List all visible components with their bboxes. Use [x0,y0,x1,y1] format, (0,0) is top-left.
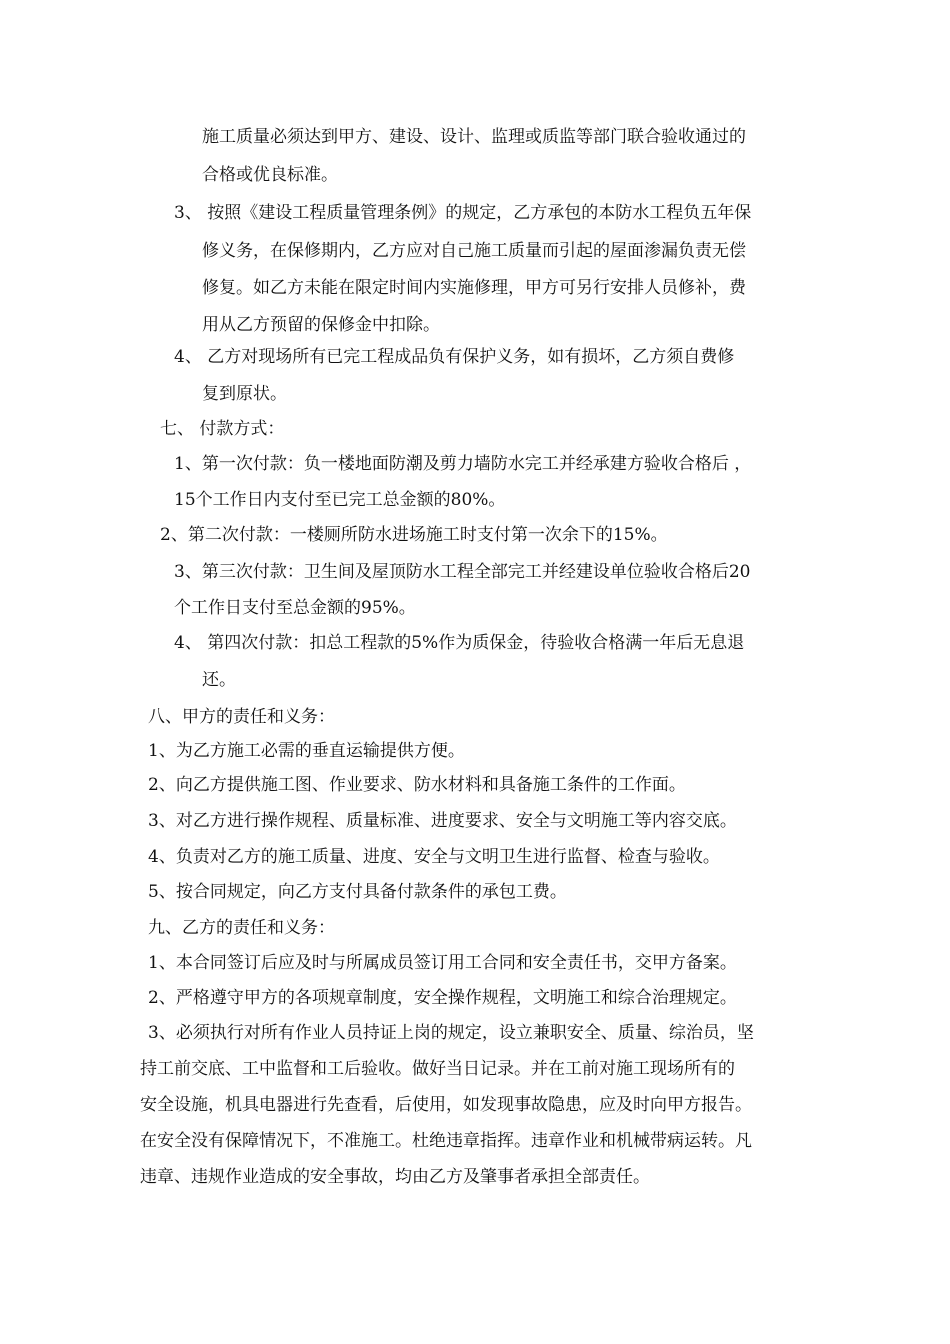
text-line: 还。 [202,670,236,690]
text-line: 4、 第四次付款：扣总工程款的5%作为质保金，待验收合格满一年后无息退 [174,633,745,653]
text-line: 1、第一次付款：负一楼地面防潮及剪力墙防水完工并经承建方验收合格后 ， [174,454,752,474]
text-line: 15个工作日内支付至已完工总金额的80%。 [174,490,506,510]
text-line: 违章、违规作业造成的安全事故，均由乙方及肇事者承担全部责任。 [140,1167,650,1187]
text-line: 1、本合同签订后应及时与所属成员签订用工合同和安全责任书，交甲方备案。 [148,953,737,973]
text-line: 个工作日支付至总金额的95%。 [174,598,416,618]
text-line: 3、 按照《建设工程质量管理条例》的规定，乙方承包的本防水工程负五年保 [174,203,752,223]
text-line: 用从乙方预留的保修金中扣除。 [202,315,440,335]
text-line: 修复。如乙方未能在限定时间内实施修理，甲方可另行安排人员修补，费 [202,278,746,298]
text-line: 4、负责对乙方的施工质量、进度、安全与文明卫生进行监督、检查与验收。 [148,847,720,867]
text-line: 2、第二次付款：一楼厕所防水进场施工时支付第一次余下的15%。 [160,525,668,545]
text-line: 施工质量必须达到甲方、建设、设计、监理或质监等部门联合验收通过的 [202,127,746,147]
text-line: 5、按合同规定，向乙方支付具备付款条件的承包工费。 [148,882,567,902]
text-line: 合格或优良标准。 [202,165,338,185]
text-line: 4、 乙方对现场所有已完工程成品负有保护义务，如有损坏，乙方须自费修 [174,347,735,367]
text-line: 复到原状。 [202,384,287,404]
text-line: 持工前交底、工中监督和工后验收。做好当日记录。并在工前对施工现场所有的 [140,1059,735,1079]
text-line: 修义务，在保修期内，乙方应对自己施工质量而引起的屋面渗漏负责无偿 [202,241,746,261]
section-heading: 八、甲方的责任和义务： [148,707,335,727]
text-line: 3、对乙方进行操作规程、质量标准、进度要求、安全与文明施工等内容交底。 [148,811,737,831]
text-line: 2、向乙方提供施工图、作业要求、防水材料和具备施工条件的工作面。 [148,775,686,795]
text-line: 3、必须执行对所有作业人员持证上岗的规定，设立兼职安全、质量、综治员，坚 [148,1023,754,1043]
text-line: 1、为乙方施工必需的垂直运输提供方便。 [148,741,465,761]
text-line: 安全设施，机具电器进行先查看，后使用，如发现事故隐患，应及时向甲方报告。 [140,1095,752,1115]
text-line: 3、第三次付款：卫生间及屋顶防水工程全部完工并经建设单位验收合格后20 [174,562,751,582]
text-line: 2、严格遵守甲方的各项规章制度，安全操作规程，文明施工和综合治理规定。 [148,988,737,1008]
text-line: 在安全没有保障情况下，不准施工。杜绝违章指挥。违章作业和机械带病运转。凡 [140,1131,752,1151]
section-heading: 七、 付款方式： [160,419,285,439]
section-heading: 九、乙方的责任和义务： [148,918,335,938]
